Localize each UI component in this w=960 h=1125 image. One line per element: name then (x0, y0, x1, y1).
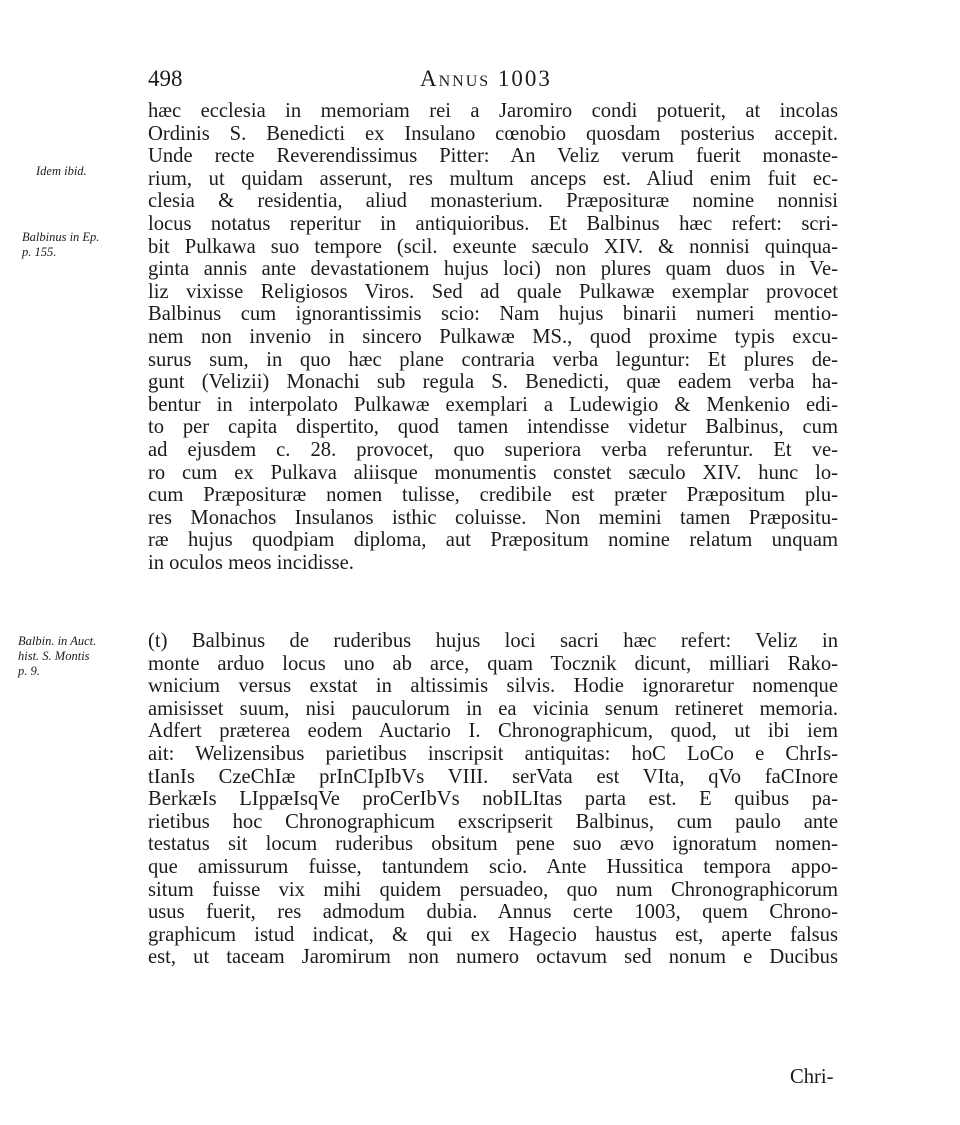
text-line: in oculos meos incidisse. (148, 551, 354, 574)
text-line: BerkæIs LIppæIsqVe proCerIbVs nobILItas parta est. E quibus pa- (148, 788, 838, 811)
margin-note-idem-ibid (36, 164, 87, 179)
margin-note-line: Balbinus in Ep. (22, 230, 100, 244)
text-line: Ordinis S. Benedicti ex Insulano cœnobio quosdam posterius accepit. (148, 122, 838, 145)
text-line: surus sum, in quo hæc plane contraria verba leguntur: Et plures de- (148, 348, 838, 371)
text-line: res Monachos Insulanos isthic coluisse. Non memini tamen Præpositu- (148, 506, 838, 529)
margin-note-line: p. 9. (18, 664, 40, 678)
text-line: bit Pulkawa suo tempore (scil. exeunte sæculo XIV. & nonnisi quinqua- (148, 235, 838, 258)
text-line: testatus sit locum ruderibus obsitum pene suo ævo ignoratum nomen- (148, 833, 838, 856)
footnote-paragraph (148, 630, 838, 969)
text-line: bentur in interpolato Pulkawæ exemplari a Ludewigio & Menkenio edi- (148, 393, 838, 416)
margin-note-line: Idem ibid. (36, 164, 87, 178)
page-number: 498 (148, 66, 183, 91)
text-line: (t) Balbinus de ruderibus hujus loci sacri hæc refert: Veliz in (148, 630, 838, 652)
text-line: est, ut taceam Jaromirum non numero octavum sed nonum e Ducibus (148, 946, 838, 969)
text-line: Adfert prætereа eodem Auctario I. Chronographicum, quod, ut ibi iem (148, 720, 838, 743)
text-line: rium, ut quidam asserunt, res multum anceps est. Aliud enim fuit ec- (148, 167, 838, 190)
text-line: gunt (Velizii) Monachi sub regula S. Benedicti, quæ eadem verba ha- (148, 371, 838, 394)
text-line: cum Præposituræ nomen tulisse, credibile est præter Præpositum plu- (148, 484, 838, 507)
text-line: amisisset suum, nisi pauculorum in ea vicinia senum retineret memoria. (148, 697, 838, 720)
text-line: ad ejusdem c. 28. provocet, quo superiora verba referuntur. Et ve- (148, 438, 838, 461)
text-line: rietibus hoc Chronographicum exscripserit Balbinus, cum paulo ante (148, 810, 838, 833)
main-paragraph (148, 100, 838, 574)
text-line: ait: Welizensibus parietibus inscripsit antiquitas: hoC LoCo e ChrIs- (148, 742, 838, 765)
text-line: ro cum ex Pulkava aliisque monumentis constet sæculo XIV. hunc lo- (148, 461, 838, 484)
text-line: locus notatus reperitur in antiquioribus. Et Balbinus hæc refert: scri- (148, 212, 838, 235)
text-line: wnicium versus exstat in altissimis silvis. Hodie ignoraretur nomenque (148, 675, 838, 698)
catchword-text: Chri- (790, 1066, 834, 1088)
text-line: to per capita dispertito, quod tamen intendisse videtur Balbinus, cum (148, 416, 838, 439)
margin-note-balbin-auct (18, 634, 96, 679)
page-header (148, 66, 848, 96)
text-line: graphicum istud indicat, & qui ex Hagecio haustus est, aperte falsus (148, 923, 838, 946)
text-line: Balbinus cum ignorantissimis scio: Nam hujus binarii numeri mentio- (148, 303, 838, 326)
text-line: ræ hujus quodpiam diploma, aut Præpositum nomine relatum unquam (148, 529, 838, 552)
catchword (790, 1066, 833, 1089)
text-line: nem non invenio in sincero Pulkawæ MS., quod proxime typis excu- (148, 325, 838, 348)
text-line: que amissurum fuisse, tantundem scio. Ante Hussitica tempora appo- (148, 855, 838, 878)
text-line: liz vixisse Religiosos Viros. Sed ad quale Pulkawæ exemplar provocet (148, 280, 838, 303)
text-line: hæc ecclesia in memoriam rei a Jaromiro condi potuerit, at incolas (148, 100, 838, 122)
text-line: situm fuisse vix mihi quidem persuadeo, quo num Chronographicorum (148, 878, 838, 901)
text-line: tIanIs CzeChIæ prInCIpIbVs VIII. serVata est VIta, qVo faCInore (148, 765, 838, 788)
running-head: Annus 1003 (420, 66, 552, 91)
margin-note-line: p. 155. (22, 245, 57, 259)
margin-note-line: hist. S. Montis (18, 649, 90, 663)
text-line: monte arduo locus uno ab arce, quam Tocznik dicunt, milliari Rako- (148, 652, 838, 675)
text-line: clesia & residentia, aliud monasterium. Præposituræ nomine nonnisi (148, 190, 838, 213)
text-line: ginta annis ante devastationem hujus loci) non plures quam duos in Ve- (148, 258, 838, 281)
text-line: Unde recte Reverendissimus Pitter: An Veliz verum fuerit monaste- (148, 145, 838, 168)
margin-note-balbinus-ep (22, 230, 99, 260)
margin-note-line: Balbin. in Auct. (18, 634, 97, 648)
text-line: usus fuerit, res admodum dubia. Annus certe 1003, quem Chrono- (148, 901, 838, 924)
